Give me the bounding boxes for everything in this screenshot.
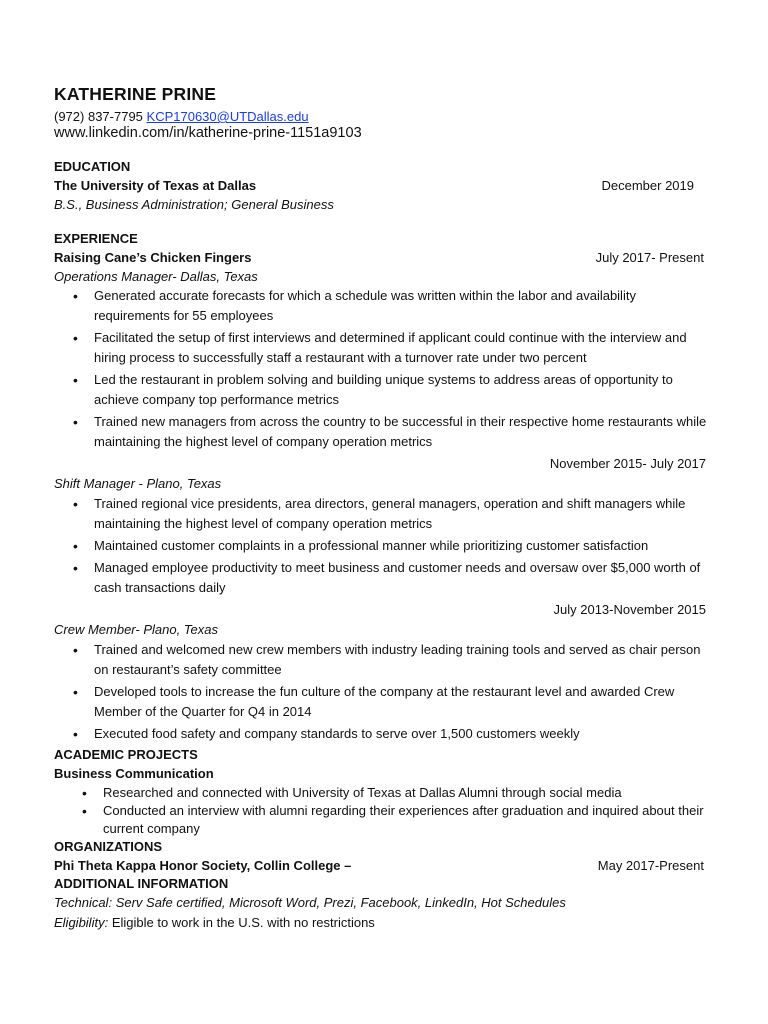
contact-line xyxy=(54,108,714,125)
email-link[interactable]: KCP170630@UTDallas.edu xyxy=(146,109,309,124)
role-title: Operations Manager- Dallas, Texas xyxy=(54,269,258,284)
linkedin-url: www.linkedin.com/in/katherine-prine-1151a9103 xyxy=(54,125,362,141)
eligibility-line xyxy=(54,913,714,933)
organization-row xyxy=(54,856,714,875)
list-item: • Executed food safety and company standards to serve over 1,500 customers weekly xyxy=(94,724,714,744)
experience-heading: EXPERIENCE xyxy=(54,231,138,246)
organization-name: Phi Theta Kappa Honor Society, Collin College – xyxy=(54,858,352,873)
resume-page xyxy=(54,84,714,933)
list-item: • Developed tools to increase the fun culture of the company at the restaurant level and awarded Crew Member of the Quarter for Q4 in 2014 xyxy=(94,682,714,722)
education-heading: EDUCATION xyxy=(54,159,131,174)
technical-value: Serv Safe certified, Microsoft Word, Prezi, Facebook, LinkedIn, Hot Schedules xyxy=(115,895,566,910)
employer-row xyxy=(54,248,714,267)
role-title: Shift Manager - Plano, Texas xyxy=(54,476,222,491)
technical-label: Technical: xyxy=(54,895,113,910)
role-date: July 2013-November 2015 xyxy=(553,602,706,617)
school-name: The University of Texas at Dallas xyxy=(54,178,257,193)
phone-number: (972) 837-7795 xyxy=(54,109,143,124)
list-item: • Trained new managers from across the country to be successful in their respective home restaurants while maintaining the highest level of company operation metrics xyxy=(94,412,714,452)
eligibility-label: Eligibility: xyxy=(54,915,109,930)
candidate-name: KATHERINE PRINE xyxy=(54,84,217,104)
list-item: • Led the restaurant in problem solving and building unique systems to address areas of opportunity to achieve company top performance metrics xyxy=(94,370,714,410)
role-bullets xyxy=(54,494,714,598)
list-item: • Trained and welcomed new crew members with industry leading training tools and served as chair person on restaurant’s safety committee xyxy=(94,640,714,680)
list-item: • Trained regional vice presidents, area directors, general managers, operation and shift managers while maintaining the highest level of company operation metrics xyxy=(94,494,714,534)
eligibility-value: Eligible to work in the U.S. with no restrictions xyxy=(111,915,375,930)
list-item: • Researched and connected with University of Texas at Dallas Alumni through social media xyxy=(103,784,714,802)
degree: B.S., Business Administration; General Business xyxy=(54,197,334,212)
project-name: Business Communication xyxy=(54,766,214,781)
employer-name: Raising Cane’s Chicken Fingers xyxy=(54,250,252,265)
list-item: • Maintained customer complaints in a professional manner while prioritizing customer satisfaction xyxy=(94,536,714,556)
organization-date: May 2017-Present xyxy=(597,858,704,873)
role-title: Crew Member- Plano, Texas xyxy=(54,622,219,637)
graduation-date: December 2019 xyxy=(601,178,694,193)
education-row xyxy=(54,176,714,195)
role-bullets xyxy=(54,286,714,452)
list-item: • Conducted an interview with alumni regarding their experiences after graduation and inquired about their current company xyxy=(103,802,714,838)
project-bullets xyxy=(54,784,714,838)
list-item: • Managed employee productivity to meet business and customer needs and oversaw over $5,000 worth of cash transactions daily xyxy=(94,558,714,598)
role-date: November 2015- July 2017 xyxy=(549,456,706,471)
technical-line xyxy=(54,893,714,913)
employer-date: July 2017- Present xyxy=(595,250,704,265)
list-item: • Generated accurate forecasts for which a schedule was written within the labor and availability requirements for 55 employees xyxy=(94,286,714,326)
list-item: • Facilitated the setup of first interviews and determined if applicant could continue with the interview and hiring process to successfully staff a restaurant with a turnover rate under two percent xyxy=(94,328,714,368)
academic-projects-heading: ACADEMIC PROJECTS xyxy=(54,747,198,762)
additional-info-heading: ADDITIONAL INFORMATION xyxy=(54,876,229,891)
organizations-heading: ORGANIZATIONS xyxy=(54,839,163,854)
role-bullets xyxy=(54,640,714,744)
